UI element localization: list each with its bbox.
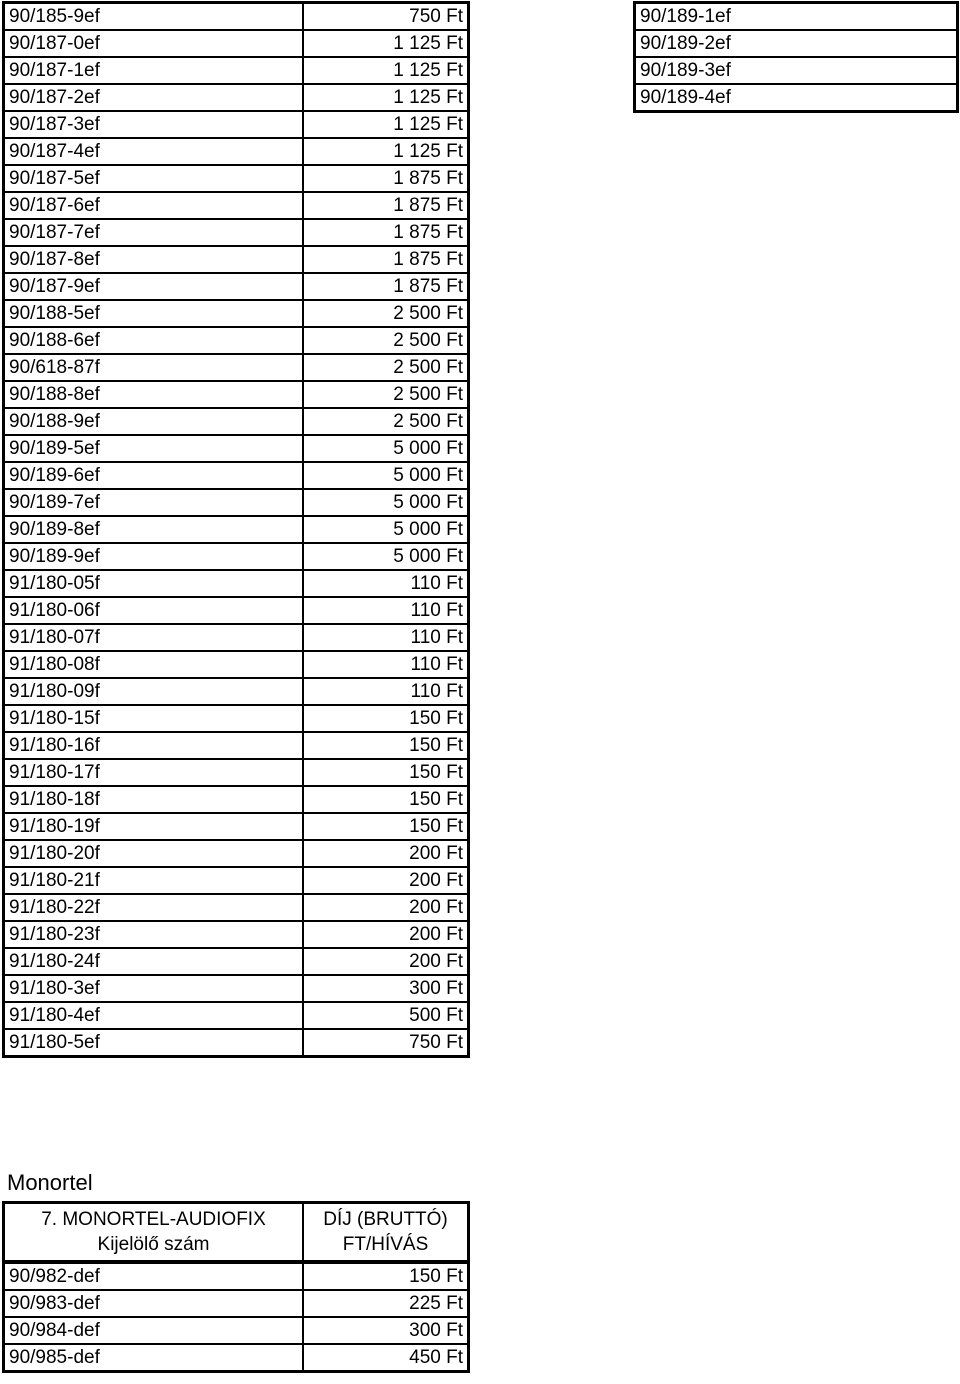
table-row <box>4 192 469 219</box>
table-row <box>4 57 469 84</box>
header-code-line2: Kijelölő szám <box>97 1234 210 1255</box>
price-cell: 110 Ft <box>303 597 469 624</box>
table-header-row <box>4 1203 469 1263</box>
table-row <box>4 381 469 408</box>
price-cell: 150 Ft <box>303 813 469 840</box>
code-cell: 90/189-6ef <box>4 462 304 489</box>
price-cell: 450 Ft <box>303 1344 469 1372</box>
price-cell: 200 Ft <box>303 948 469 975</box>
code-cell: 90/187-3ef <box>4 111 304 138</box>
price-cell: 150 Ft <box>303 759 469 786</box>
price-cell: 1 875 Ft <box>303 219 469 246</box>
header-code-line1: 7. MONORTEL-AUDIOFIX <box>41 1209 266 1230</box>
code-cell: 90/189-2ef <box>635 30 958 57</box>
main-price-table <box>2 1 470 1058</box>
section-title: Monortel <box>7 1170 93 1195</box>
code-cell: 90/189-4ef <box>635 84 958 112</box>
table-row <box>4 300 469 327</box>
code-cell: 91/180-15f <box>4 705 304 732</box>
table-row <box>4 975 469 1002</box>
price-cell: 1 125 Ft <box>303 30 469 57</box>
code-cell: 90/189-1ef <box>635 3 958 31</box>
table-row <box>4 462 469 489</box>
price-cell: 2 500 Ft <box>303 327 469 354</box>
code-cell: 91/180-06f <box>4 597 304 624</box>
code-cell: 90/189-9ef <box>4 543 304 570</box>
table-row <box>4 1002 469 1029</box>
price-cell: 200 Ft <box>303 840 469 867</box>
price-cell: 1 125 Ft <box>303 84 469 111</box>
code-cell: 90/984-def <box>4 1317 304 1344</box>
header-price-line2: FT/HÍVÁS <box>342 1234 429 1255</box>
table-row <box>4 840 469 867</box>
code-cell: 90/618-87f <box>4 354 304 381</box>
price-cell: 1 875 Ft <box>303 165 469 192</box>
monortel-price-table-body <box>4 1203 469 1372</box>
code-cell: 91/180-22f <box>4 894 304 921</box>
price-cell: 2 500 Ft <box>303 408 469 435</box>
monortel-price-table <box>2 1201 470 1373</box>
table-row <box>4 354 469 381</box>
code-cell: 91/180-23f <box>4 921 304 948</box>
table-row <box>4 1344 469 1372</box>
price-cell: 150 Ft <box>303 705 469 732</box>
table-row <box>4 1290 469 1317</box>
price-cell: 2 500 Ft <box>303 381 469 408</box>
code-cell: 91/180-08f <box>4 651 304 678</box>
table-row <box>4 138 469 165</box>
price-cell: 750 Ft <box>303 3 469 31</box>
price-cell: 2 500 Ft <box>303 354 469 381</box>
code-cell: 90/187-7ef <box>4 219 304 246</box>
price-cell: 1 125 Ft <box>303 111 469 138</box>
price-cell: 200 Ft <box>303 921 469 948</box>
code-cell: 90/983-def <box>4 1290 304 1317</box>
table-row <box>4 3 469 31</box>
table-row <box>4 165 469 192</box>
table-row <box>4 273 469 300</box>
table-row <box>4 678 469 705</box>
price-cell: 225 Ft <box>303 1290 469 1317</box>
price-cell: 750 Ft <box>303 1029 469 1057</box>
code-cell: 91/180-20f <box>4 840 304 867</box>
price-cell: 300 Ft <box>303 975 469 1002</box>
price-cell: 1 875 Ft <box>303 192 469 219</box>
price-cell: 200 Ft <box>303 894 469 921</box>
table-row <box>4 813 469 840</box>
table-row <box>4 327 469 354</box>
code-cell: 90/982-def <box>4 1262 304 1290</box>
price-cell: 2 500 Ft <box>303 300 469 327</box>
code-cell: 91/180-18f <box>4 786 304 813</box>
price-cell: 5 000 Ft <box>303 543 469 570</box>
side-code-table-body <box>635 3 958 112</box>
code-cell: 91/180-09f <box>4 678 304 705</box>
code-cell: 90/187-2ef <box>4 84 304 111</box>
table-row <box>4 597 469 624</box>
price-cell: 110 Ft <box>303 570 469 597</box>
table-row <box>4 570 469 597</box>
price-cell: 300 Ft <box>303 1317 469 1344</box>
table-row <box>4 894 469 921</box>
table-row <box>4 759 469 786</box>
table-row <box>4 948 469 975</box>
code-cell: 90/187-0ef <box>4 30 304 57</box>
code-cell: 91/180-19f <box>4 813 304 840</box>
header-code-cell <box>4 1203 304 1263</box>
price-cell: 500 Ft <box>303 1002 469 1029</box>
code-cell: 90/187-4ef <box>4 138 304 165</box>
table-row <box>4 543 469 570</box>
table-row <box>4 516 469 543</box>
table-row <box>4 732 469 759</box>
table-row <box>4 1029 469 1057</box>
table-row <box>4 1317 469 1344</box>
price-cell: 1 875 Ft <box>303 246 469 273</box>
code-cell: 91/180-5ef <box>4 1029 304 1057</box>
code-cell: 90/188-9ef <box>4 408 304 435</box>
code-cell: 90/187-5ef <box>4 165 304 192</box>
table-row <box>635 30 958 57</box>
code-cell: 90/187-9ef <box>4 273 304 300</box>
table-row <box>4 1262 469 1290</box>
table-row <box>635 3 958 31</box>
code-cell: 90/189-3ef <box>635 57 958 84</box>
table-row <box>4 867 469 894</box>
price-cell: 110 Ft <box>303 651 469 678</box>
table-row <box>4 219 469 246</box>
code-cell: 90/187-6ef <box>4 192 304 219</box>
table-row <box>4 408 469 435</box>
price-cell: 1 125 Ft <box>303 138 469 165</box>
table-row <box>4 30 469 57</box>
table-row <box>4 786 469 813</box>
price-cell: 150 Ft <box>303 732 469 759</box>
table-row <box>4 84 469 111</box>
table-row <box>4 435 469 462</box>
table-row <box>4 489 469 516</box>
price-cell: 5 000 Ft <box>303 462 469 489</box>
code-cell: 91/180-16f <box>4 732 304 759</box>
price-cell: 110 Ft <box>303 678 469 705</box>
price-cell: 5 000 Ft <box>303 489 469 516</box>
table-row <box>4 111 469 138</box>
header-price-line1: DÍJ (BRUTTÓ) <box>323 1209 448 1230</box>
code-cell: 90/187-1ef <box>4 57 304 84</box>
table-row <box>4 624 469 651</box>
code-cell: 90/189-7ef <box>4 489 304 516</box>
table-row <box>635 84 958 112</box>
code-cell: 90/188-8ef <box>4 381 304 408</box>
price-cell: 150 Ft <box>303 786 469 813</box>
table-row <box>4 246 469 273</box>
code-cell: 90/188-5ef <box>4 300 304 327</box>
side-code-table <box>633 1 959 113</box>
code-cell: 91/180-3ef <box>4 975 304 1002</box>
code-cell: 91/180-17f <box>4 759 304 786</box>
code-cell: 90/185-9ef <box>4 3 304 31</box>
code-cell: 90/189-5ef <box>4 435 304 462</box>
code-cell: 91/180-05f <box>4 570 304 597</box>
code-cell: 90/985-def <box>4 1344 304 1372</box>
price-cell: 150 Ft <box>303 1262 469 1290</box>
code-cell: 91/180-4ef <box>4 1002 304 1029</box>
price-cell: 5 000 Ft <box>303 435 469 462</box>
price-cell: 5 000 Ft <box>303 516 469 543</box>
price-cell: 110 Ft <box>303 624 469 651</box>
price-cell: 200 Ft <box>303 867 469 894</box>
table-row <box>4 705 469 732</box>
header-price-cell <box>303 1203 469 1263</box>
price-cell: 1 125 Ft <box>303 57 469 84</box>
table-row <box>4 921 469 948</box>
code-cell: 90/189-8ef <box>4 516 304 543</box>
price-cell: 1 875 Ft <box>303 273 469 300</box>
table-row <box>635 57 958 84</box>
code-cell: 91/180-07f <box>4 624 304 651</box>
code-cell: 90/187-8ef <box>4 246 304 273</box>
main-price-table-body <box>4 3 469 1057</box>
code-cell: 90/188-6ef <box>4 327 304 354</box>
code-cell: 91/180-21f <box>4 867 304 894</box>
code-cell: 91/180-24f <box>4 948 304 975</box>
table-row <box>4 651 469 678</box>
